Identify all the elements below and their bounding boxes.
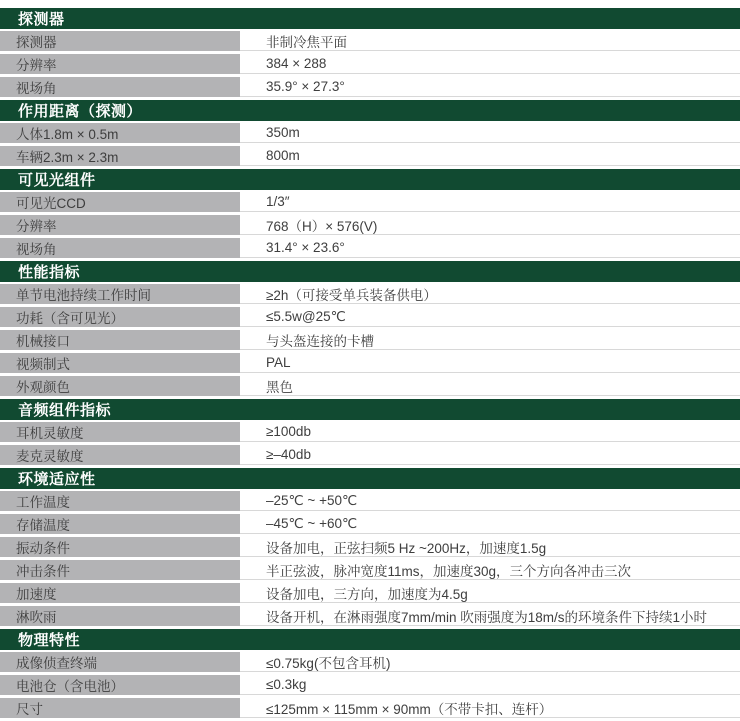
spec-section (0, 629, 740, 718)
row-value: 384 × 288 (240, 54, 740, 74)
spec-section (0, 468, 740, 626)
row-value: 800m (240, 146, 740, 166)
section-header-title: 探测器 (0, 8, 740, 29)
row-label: 机械接口 (0, 330, 240, 350)
row-label: 振动条件 (0, 537, 240, 557)
row-label: 视场角 (0, 77, 240, 97)
section-header-title: 物理特性 (0, 629, 740, 650)
table-row (0, 31, 740, 51)
row-label: 探测器 (0, 31, 240, 51)
row-label: 可见光CCD (0, 192, 240, 212)
table-row (0, 77, 740, 97)
spec-section (0, 100, 740, 166)
table-row (0, 215, 740, 235)
row-label: 视频制式 (0, 353, 240, 373)
table-row (0, 491, 740, 511)
row-label: 单节电池持续工作时间 (0, 284, 240, 304)
row-value: 31.4° × 23.6° (240, 238, 740, 258)
section-header-title: 可见光组件 (0, 169, 740, 190)
table-row (0, 583, 740, 603)
table-row (0, 123, 740, 143)
row-value: 非制冷焦平面 (240, 31, 740, 51)
row-label: 工作温度 (0, 491, 240, 511)
row-label: 存储温度 (0, 514, 240, 534)
table-row (0, 353, 740, 373)
row-value: 设备加电，三方向，加速度为4.5g (240, 583, 740, 603)
table-row (0, 192, 740, 212)
table-row (0, 307, 740, 327)
table-row (0, 675, 740, 695)
section-header-title: 音频组件指标 (0, 399, 740, 420)
row-label: 麦克灵敏度 (0, 445, 240, 465)
table-row (0, 652, 740, 672)
row-value: 35.9° × 27.3° (240, 77, 740, 97)
table-row (0, 284, 740, 304)
row-label: 视场角 (0, 238, 240, 258)
table-row (0, 422, 740, 442)
row-label: 电池仓（含电池） (0, 675, 240, 695)
table-row (0, 514, 740, 534)
row-value: ≤125mm × 115mm × 90mm（不带卡扣、连杆） (240, 698, 740, 718)
row-label: 人体1.8m × 0.5m (0, 123, 240, 143)
table-row (0, 330, 740, 350)
row-label: 加速度 (0, 583, 240, 603)
row-label: 功耗（含可见光） (0, 307, 240, 327)
row-label: 分辨率 (0, 215, 240, 235)
spec-section (0, 169, 740, 258)
table-row (0, 698, 740, 718)
row-label: 成像侦查终端 (0, 652, 240, 672)
row-value: –45℃ ~ +60℃ (240, 514, 740, 534)
row-value: 768（H）× 576(V) (240, 215, 740, 235)
section-header-title: 性能指标 (0, 261, 740, 282)
section-header-title: 环境适应性 (0, 468, 740, 489)
table-row (0, 560, 740, 580)
row-value: ≥2h（可接受单兵装备供电） (240, 284, 740, 304)
row-value: –25℃ ~ +50℃ (240, 491, 740, 511)
spec-section (0, 8, 740, 97)
table-row (0, 376, 740, 396)
row-value: 与头盔连接的卡槽 (240, 330, 740, 350)
table-row (0, 606, 740, 626)
row-label: 淋吹雨 (0, 606, 240, 626)
row-label: 冲击条件 (0, 560, 240, 580)
table-row (0, 537, 740, 557)
table-row (0, 445, 740, 465)
row-label: 耳机灵敏度 (0, 422, 240, 442)
row-label: 尺寸 (0, 698, 240, 718)
row-value: 半正弦波，脉冲宽度11ms，加速度30g，三个方向各冲击三次 (240, 560, 740, 580)
row-value: 1/3″ (240, 192, 740, 212)
row-label: 外观颜色 (0, 376, 240, 396)
row-value: ≥100db (240, 422, 740, 442)
row-value: 设备加电，正弦扫频5 Hz ~200Hz，加速度1.5g (240, 537, 740, 557)
table-row (0, 238, 740, 258)
row-value: 设备开机，在淋雨强度7mm/min 吹雨强度为18m/s的环境条件下持续1小时 (240, 606, 740, 626)
row-value: 350m (240, 123, 740, 143)
row-value: ≤0.75kg(不包含耳机) (240, 652, 740, 672)
row-value: PAL (240, 353, 740, 373)
spec-section (0, 261, 740, 396)
row-value: 黑色 (240, 376, 740, 396)
row-value: ≥–40db (240, 445, 740, 465)
spec-section (0, 399, 740, 465)
row-label: 车辆2.3m × 2.3m (0, 146, 240, 166)
row-value: ≤0.3kg (240, 675, 740, 695)
row-label: 分辨率 (0, 54, 240, 74)
table-row (0, 54, 740, 74)
section-header-title: 作用距离（探测） (0, 100, 740, 121)
table-row (0, 146, 740, 166)
row-value: ≤5.5w@25℃ (240, 307, 740, 327)
